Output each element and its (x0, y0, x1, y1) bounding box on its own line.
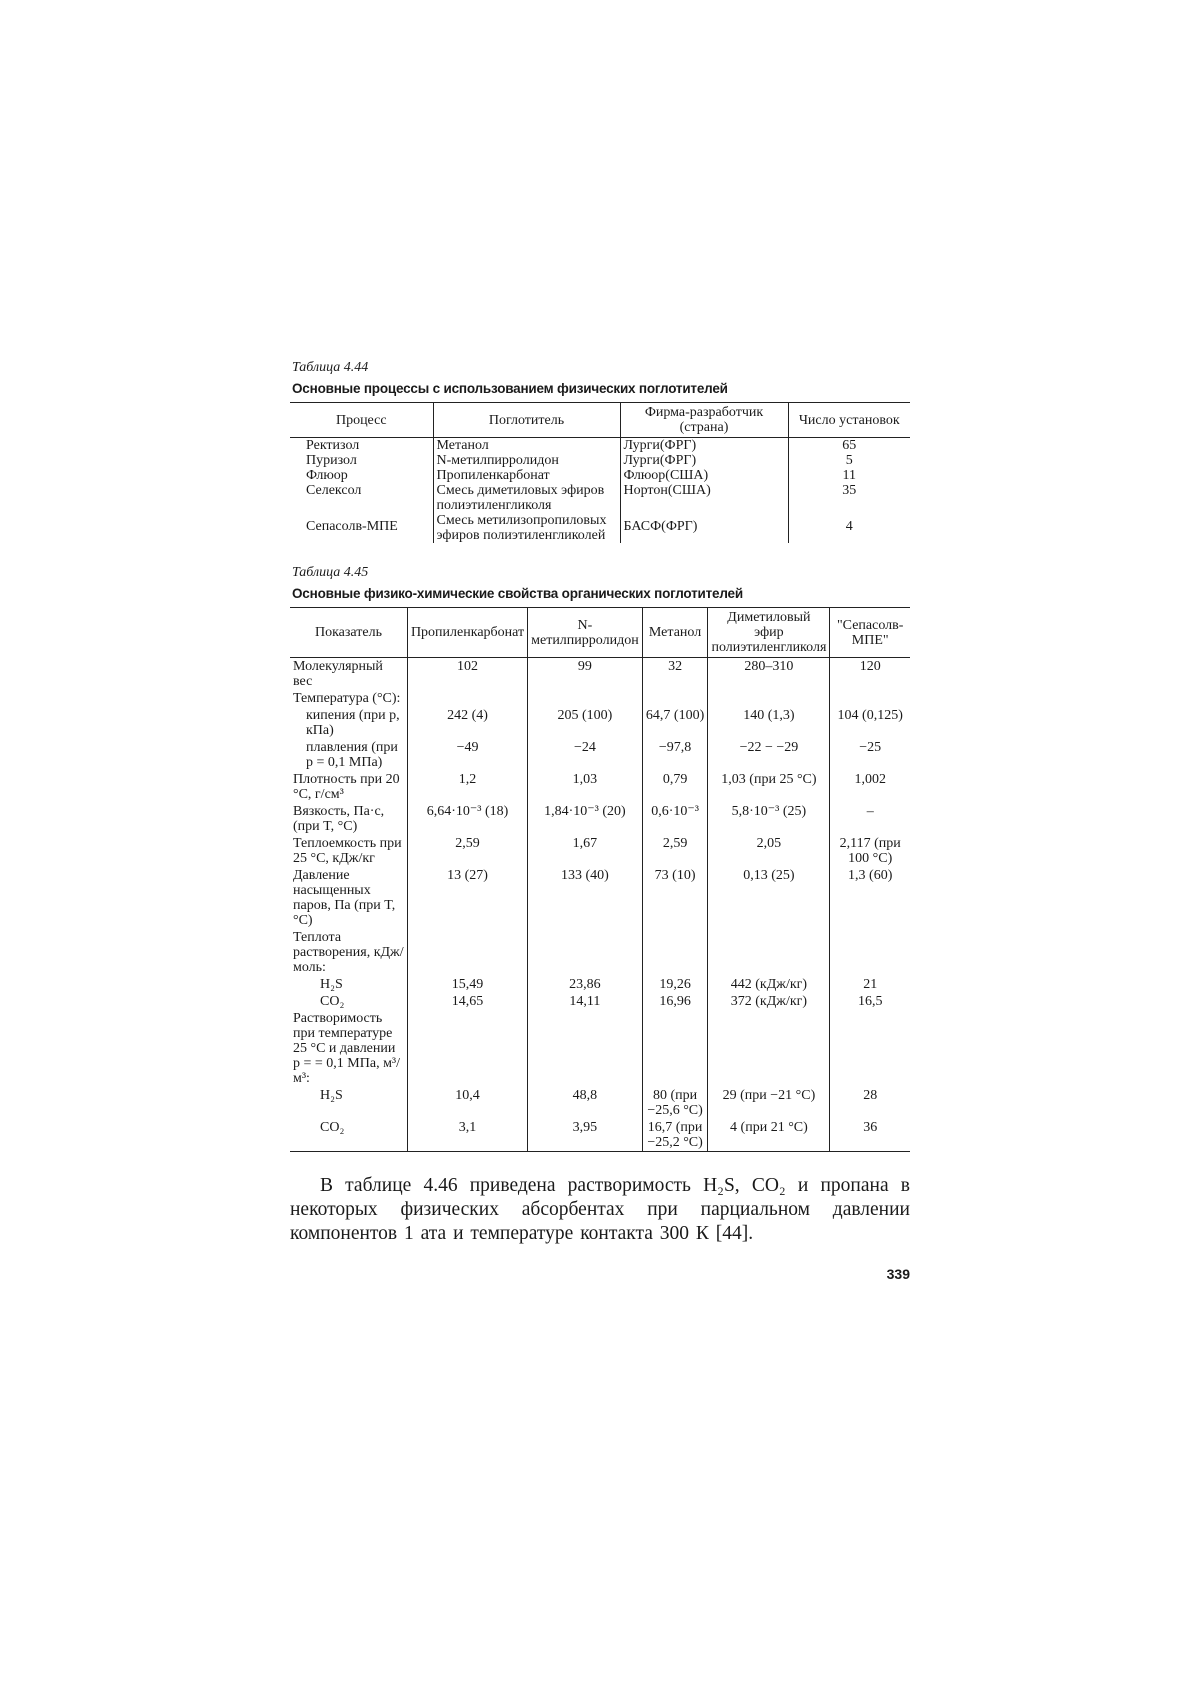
table-row: Давление насыщенных паров, Па (при T, °С) 13 (27) 133 (40) 73 (10) 0,13 (25) 1,3 (60) (290, 867, 910, 929)
table-44-title: Основные процессы с использованием физических поглотителей (292, 381, 728, 396)
table-45-header: Метанол (642, 608, 708, 658)
table-45-header: Показатель (290, 608, 407, 658)
table-45 (290, 607, 910, 1152)
page-content (290, 360, 910, 1282)
table-row: плавления (при p = 0,1 МПа) −49 −24 −97,8 −22 − −29 −25 (290, 739, 910, 771)
table-44-header: Фирма-разработчик (страна) (620, 403, 788, 438)
table-row: Ректизол Метанол Лурги(ФРГ) 65 (290, 438, 910, 454)
table-44-header: Процесс (290, 403, 433, 438)
table-44-header: Поглотитель (433, 403, 620, 438)
table-row: Теплота растворения, кДж/моль: (290, 929, 910, 976)
table-row: CO₂ 14,65 14,11 16,96 372 (кДж/кг) 16,5 (290, 993, 910, 1010)
table-row: H₂S 10,4 48,8 80 (при −25,6 °С) 29 (при −21 °С) 28 (290, 1087, 910, 1119)
table-45-header: N-метилпирролидон (528, 608, 643, 658)
table-row: Температура (°С): (290, 690, 910, 707)
table-row: кипения (при p, кПа) 242 (4) 205 (100) 64,7 (100) 140 (1,3) 104 (0,125) (290, 707, 910, 739)
table-row: Сепасолв-МПЕ Смесь метилизопропиловых эфиров полиэтиленгликолей БАСФ(ФРГ) 4 (290, 513, 910, 543)
table-row: CO₂ 3,1 3,95 16,7 (при −25,2 °С) 4 (при 21 °С) 36 (290, 1119, 910, 1152)
table-row: Флюор Пропиленкарбонат Флюор(США) 11 (290, 468, 910, 483)
table-45-header: Диметиловый эфир полиэтиленгликоля (708, 608, 830, 658)
table-45-header: "Сепасолв-МПЕ" (830, 608, 910, 658)
table-row: Селексол Смесь диметиловых эфиров полиэтиленгликоля Нортон(США) 35 (290, 483, 910, 513)
table-row: Теплоемкость при 25 °С, кДж/кг 2,59 1,67 2,59 2,05 2,117 (при 100 °С) (290, 835, 910, 867)
table-45-title: Основные физико-химические свойства органических поглотителей (292, 586, 743, 601)
table-row: Плотность при 20 °С, г/см³ 1,2 1,03 0,79 1,03 (при 25 °С) 1,002 (290, 771, 910, 803)
table-row: Вязкость, Па·с, (при T, °С) 6,64·10⁻³ (18) 1,84·10⁻³ (20) 0,6·10⁻³ 5,8·10⁻³ (25) – (290, 803, 910, 835)
table-44-header: Число установок (788, 403, 910, 438)
table-44-caption: Таблица 4.44 (292, 360, 369, 375)
table-45-header: Пропиленкарбонат (407, 608, 527, 658)
table-44 (290, 402, 910, 543)
table-row: H₂S 15,49 23,86 19,26 442 (кДж/кг) 21 (290, 976, 910, 993)
page-number: 339 (886, 1265, 910, 1282)
body-paragraph: В таблице 4.46 приведена растворимость H₂S, CO₂ и пропана в некоторых физических абсорбентах при парциальном давлении компонентов 1 ата и температуре контакта 300 К [44]. (290, 1175, 910, 1244)
table-row: Молекулярный вес 102 99 32 280–310 120 (290, 658, 910, 691)
table-row: Растворимость при температуре 25 °С и давлении p = = 0,1 МПа, м³/м³: (290, 1010, 910, 1087)
table-row: Пуризол N-метилпирролидон Лурги(ФРГ) 5 (290, 453, 910, 468)
table-45-caption: Таблица 4.45 (292, 565, 369, 580)
